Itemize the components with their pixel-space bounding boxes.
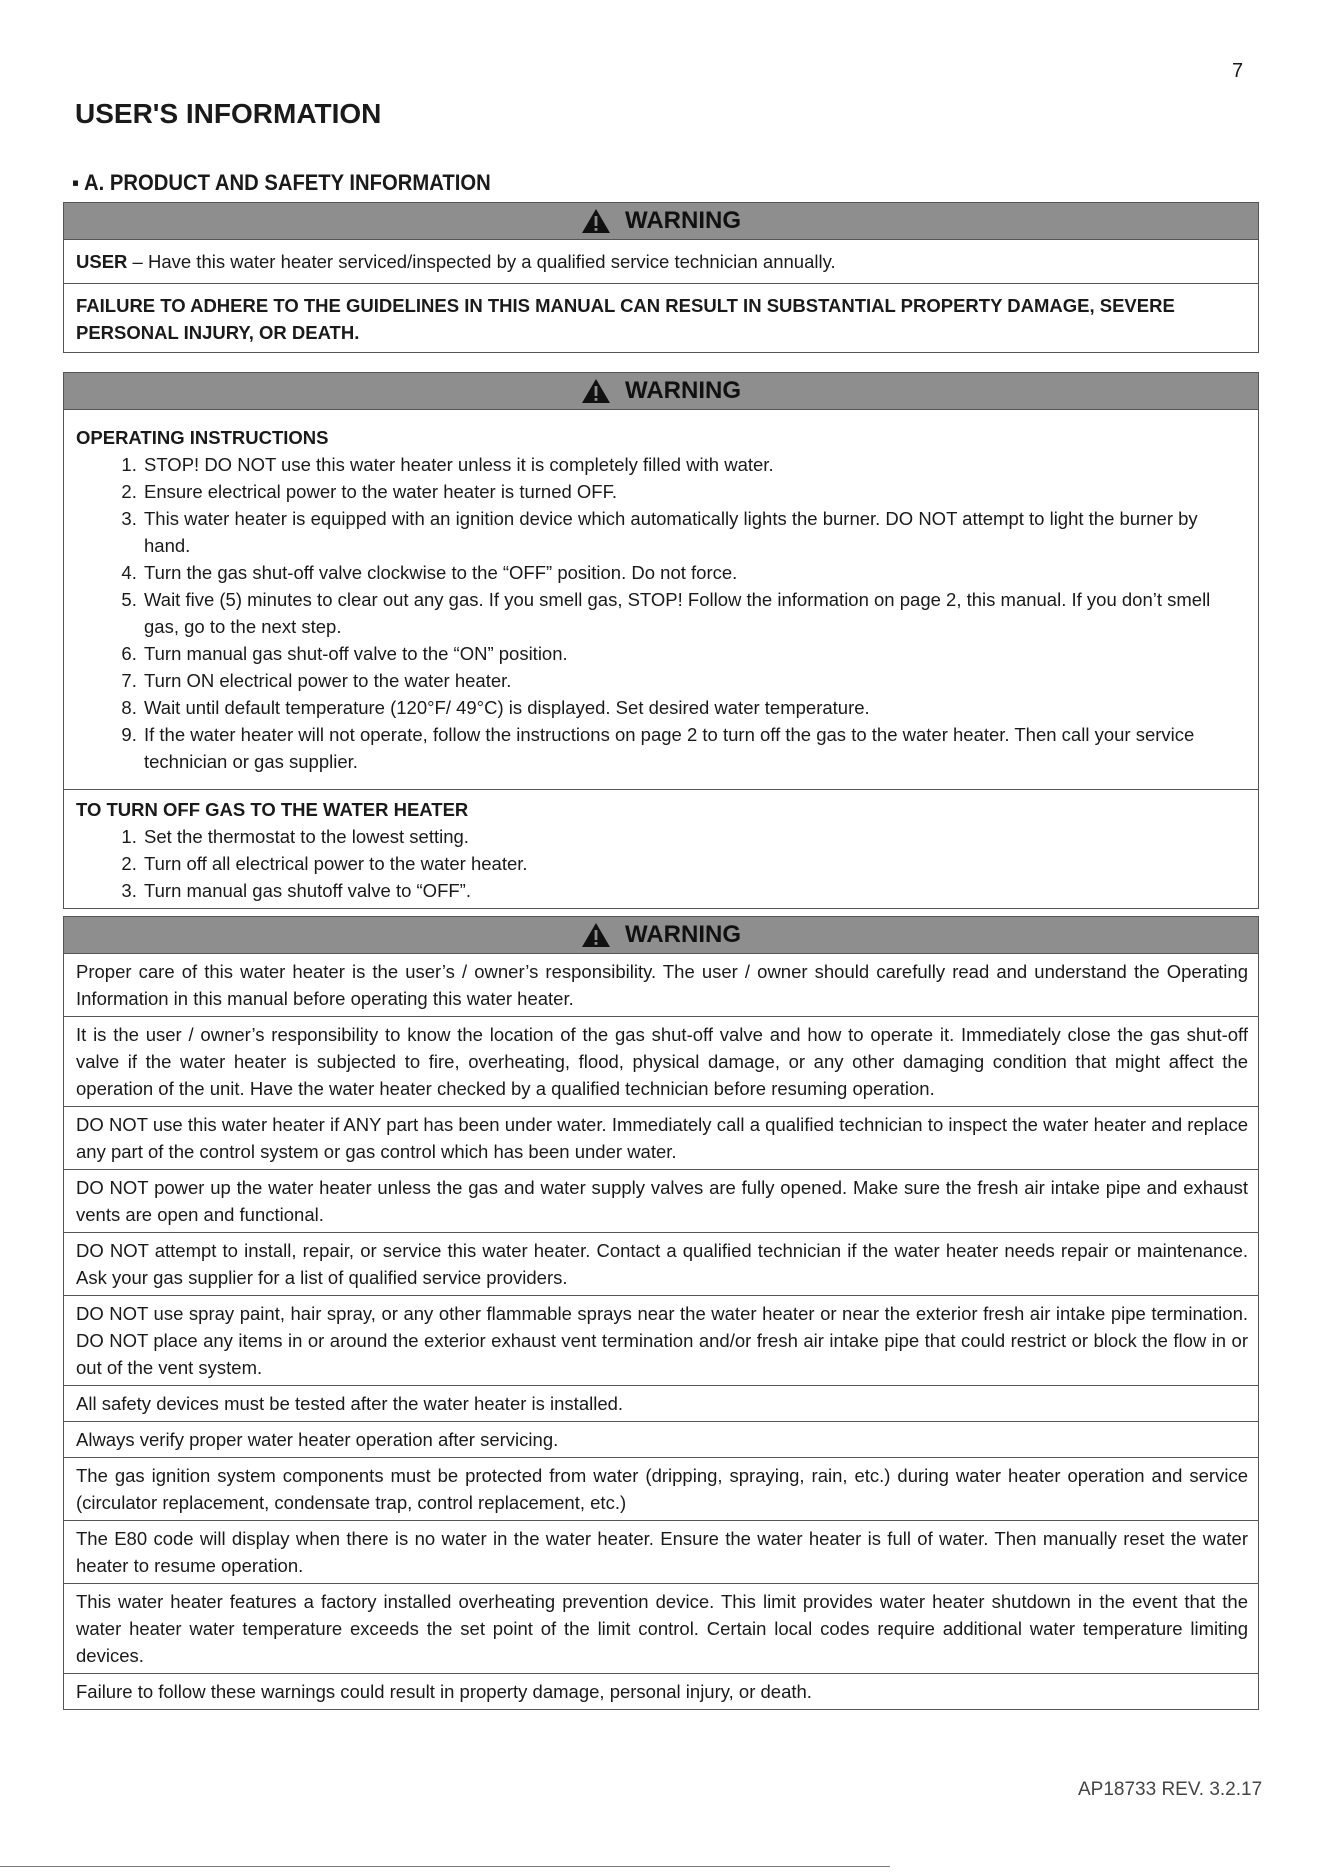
warning-label: WARNING [625, 377, 741, 404]
warning-triangle-icon [581, 922, 611, 948]
failure-notice-row [64, 283, 1258, 352]
warning-row: Failure to follow these warnings could result in property damage, personal injury, or death. [64, 1673, 1258, 1709]
turn-off-step: 3. Turn manual gas shutoff valve to “OFF”. [142, 877, 1248, 904]
warning-row: DO NOT use this water heater if ANY part has been under water. Immediately call a qualified technician to inspect the water heater and replace any part of the control system or gas control which has been under water. [64, 1106, 1258, 1169]
warning-header [64, 917, 1258, 954]
warning-label: WARNING [625, 921, 741, 948]
warning-row: Proper care of this water heater is the user’s / owner’s responsibility. The user / owner should carefully read and understand the Operating Information in this manual before operating this water heater. [76, 961, 1248, 1009]
user-service-text: – Have this water heater serviced/inspected by a qualified service technician annually. [127, 251, 836, 272]
operating-instructions-heading: OPERATING INSTRUCTIONS [76, 427, 329, 448]
operating-step: 8. Wait until default temperature (120°F/ 49°C) is displayed. Set desired water temperature. [142, 694, 1248, 721]
document-revision-code: AP18733 REV. 3.2.17 [1078, 1779, 1263, 1800]
turn-off-gas-section [64, 789, 1258, 908]
warning-triangle-icon [581, 208, 611, 234]
operating-step: 4. Turn the gas shut-off valve clockwise to the “OFF” position. Do not force. [142, 559, 1248, 586]
operating-step: 1. STOP! DO NOT use this water heater unless it is completely filled with water. [142, 451, 1248, 478]
warning-box-operating-instructions [63, 372, 1259, 909]
turn-off-gas-heading: TO TURN OFF GAS TO THE WATER HEATER [76, 799, 469, 820]
turn-off-step: 1. Set the thermostat to the lowest setting. [142, 823, 1248, 850]
warning-row: The E80 code will display when there is no water in the water heater. Ensure the water heater is full of water. Then manually reset the water heater to resume operation. [64, 1520, 1258, 1583]
warning-row: DO NOT attempt to install, repair, or service this water heater. Contact a qualified technician if the water heater needs repair or maintenance. Ask your gas supplier for a list of qualified service providers. [64, 1232, 1258, 1295]
warning-box-safety-responsibilities [63, 916, 1259, 1710]
operating-step: 9. If the water heater will not operate, follow the instructions on page 2 to turn off the gas to the water heater. Then call your service technician or gas supplier. [142, 721, 1248, 775]
warning-header [64, 203, 1258, 240]
operating-instructions-section [64, 410, 1258, 789]
operating-step: 3. This water heater is equipped with an ignition device which automatically lights the burner. DO NOT attempt to light the burner by hand. [142, 505, 1248, 559]
warning-row: DO NOT power up the water heater unless the gas and water supply valves are fully opened. Make sure the fresh air intake pipe and exhaust vents are open and functional. [64, 1169, 1258, 1232]
warning-row: It is the user / owner’s responsibility to know the location of the gas shut-off valve and how to operate it. Immediately close the gas shut-off valve if the water heater is subjected to fire, overheating, flood, physical damage, or any other damaging condition that might affect the operation of the unit. Have the water heater checked by a qualified technician before resuming operation. [64, 1016, 1258, 1106]
operating-step: 6. Turn manual gas shut-off valve to the “ON” position. [142, 640, 1248, 667]
user-service-row [64, 240, 1258, 283]
warning-row: This water heater features a factory installed overheating prevention device. This limit provides water heater shutdown in the event that the water heater water temperature exceeds the set point of the limit control. Certain local codes require additional water temperature limiting devices. [64, 1583, 1258, 1673]
warning-row: Always verify proper water heater operation after servicing. [64, 1421, 1258, 1457]
warning-triangle-icon [581, 378, 611, 404]
operating-steps-list [76, 451, 1248, 775]
page-number: 7 [1232, 60, 1244, 82]
user-label: USER [76, 251, 128, 272]
operating-step: 5. Wait five (5) minutes to clear out any gas. If you smell gas, STOP! Follow the information on page 2, this manual. If you don’t smell gas, go to the next step. [142, 586, 1248, 640]
warning-row: DO NOT use spray paint, hair spray, or any other flammable sprays near the water heater or near the exterior fresh air intake pipe termination. DO NOT place any items in or around the exterior exhaust vent termination and/or fresh air intake pipe that could restrict or block the flow in or out of the vent system. [64, 1295, 1258, 1385]
warning-box-annual-service [63, 202, 1259, 353]
footer-divider [0, 1866, 890, 1867]
operating-step: 2. Ensure electrical power to the water heater is turned OFF. [142, 478, 1248, 505]
turn-off-step: 2. Turn off all electrical power to the water heater. [142, 850, 1248, 877]
section-heading: ▪ A. PRODUCT AND SAFETY INFORMATION [72, 170, 491, 195]
operating-step: 7. Turn ON electrical power to the water heater. [142, 667, 1248, 694]
warning-row: All safety devices must be tested after the water heater is installed. [64, 1385, 1258, 1421]
warning-label: WARNING [625, 207, 741, 234]
warning-row: The gas ignition system components must be protected from water (dripping, spraying, rain, etc.) during water heater operation and service (circulator replacement, condensate trap, control replacement, etc.) [64, 1457, 1258, 1520]
turn-off-steps-list [76, 823, 1248, 904]
failure-notice-text: FAILURE TO ADHERE TO THE GUIDELINES IN THIS MANUAL CAN RESULT IN SUBSTANTIAL PROPERTY DAMAGE, SEVERE PERSONAL INJURY, OR DEATH. [76, 295, 1175, 343]
page-title: USER'S INFORMATION [75, 98, 382, 129]
warning-header [64, 373, 1258, 410]
